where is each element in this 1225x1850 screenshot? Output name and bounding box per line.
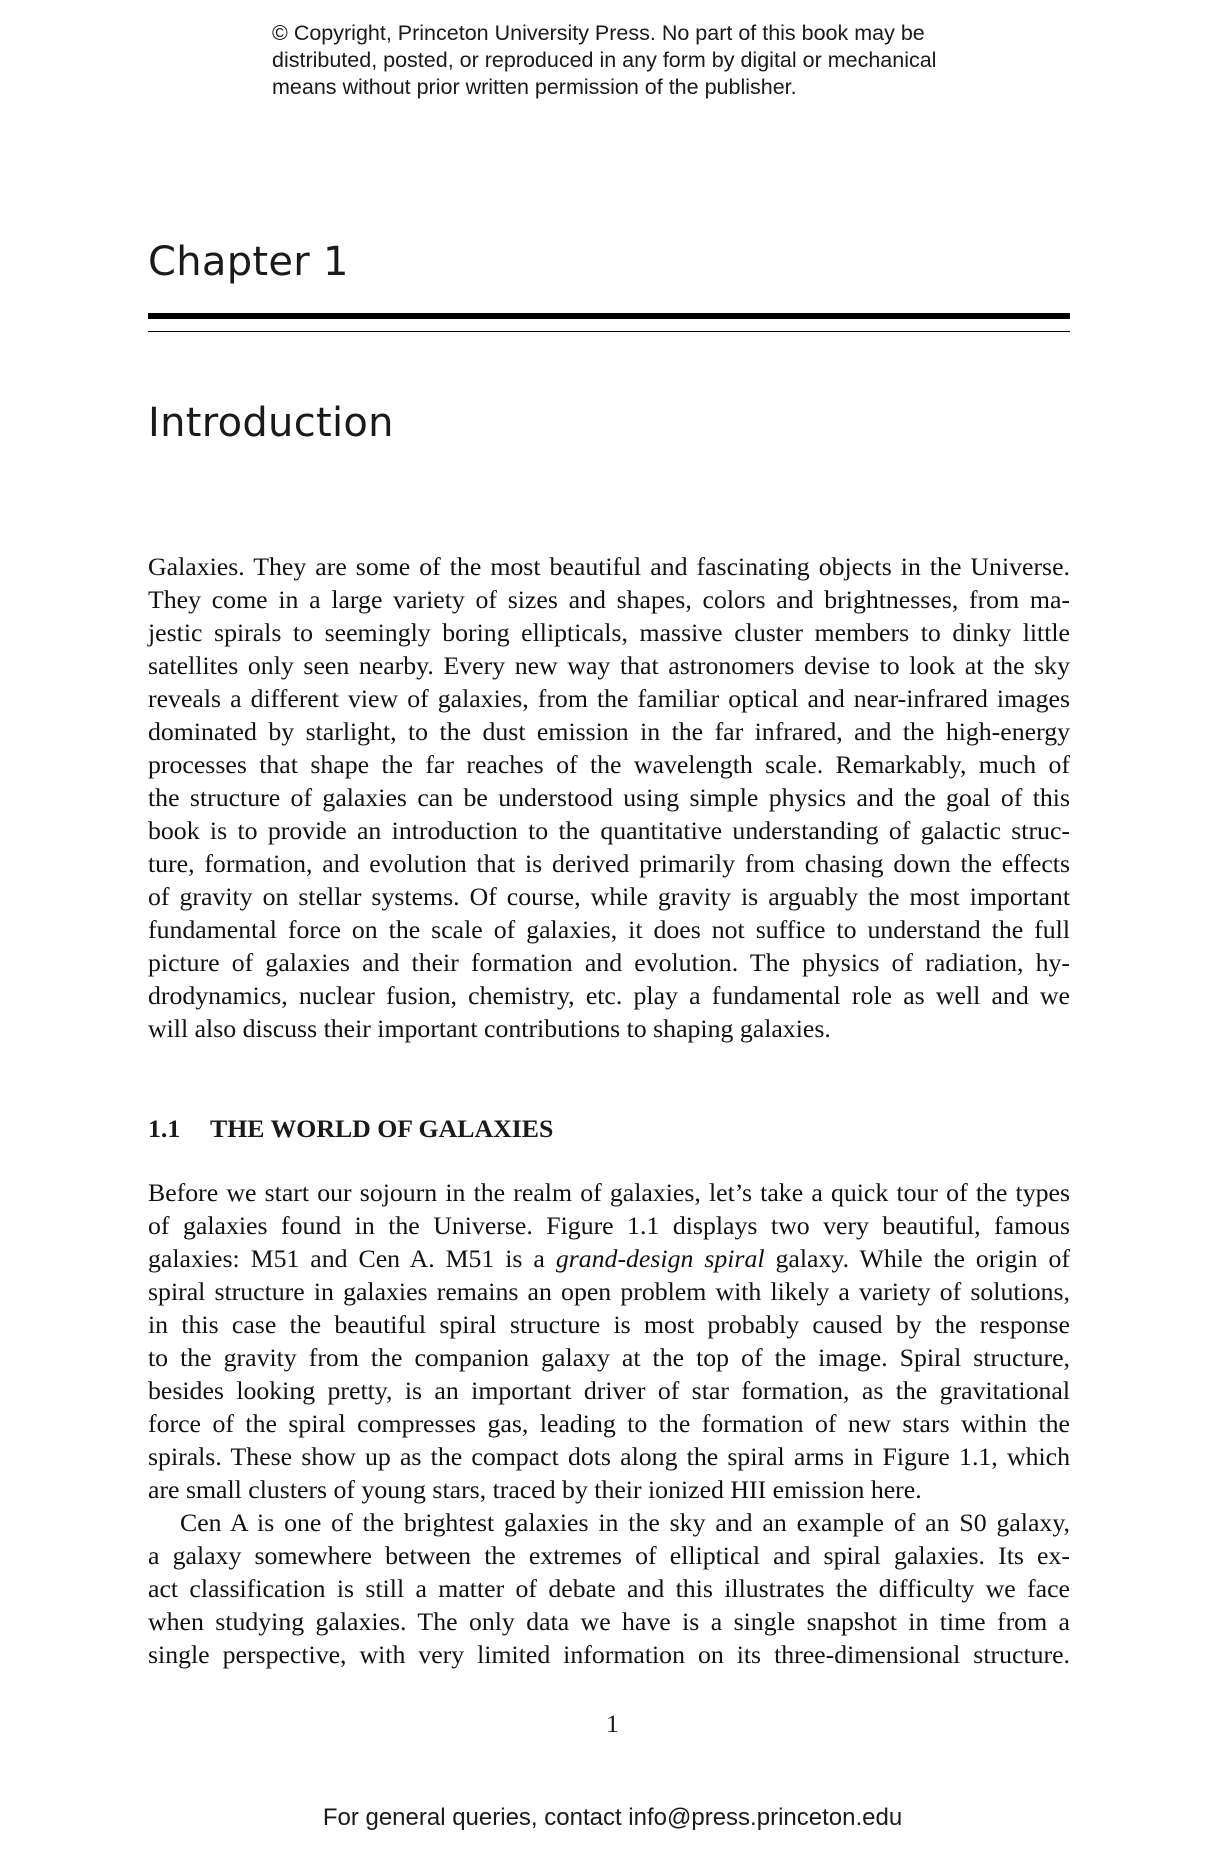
section-title: THE WORLD OF GALAXIES <box>210 1114 554 1143</box>
page-number: 1 <box>606 1709 619 1738</box>
text-line: are small clusters of young stars, traced by their ionized HII emission here. <box>148 1475 922 1504</box>
text-line: Cen A is one of the brightest galaxies in the sky and an example of an S0 galaxy, <box>180 1508 1070 1537</box>
text-line: spirals. These show up as the compact dots along the spiral arms in Figure 1.1, which <box>148 1442 1070 1471</box>
copyright-line: © Copyright, Princeton University Press. No part of this book may be <box>272 21 925 45</box>
chapter-title: Introduction <box>148 400 394 446</box>
chapter-label: Chapter 1 <box>148 239 349 285</box>
text-line: in this case the beautiful spiral structure is most probably caused by the response <box>148 1310 1070 1339</box>
text-line: Before we start our sojourn in the realm of galaxies, let’s take a quick tour of the types <box>148 1178 1070 1207</box>
text-line: besides looking pretty, is an important driver of star formation, as the gravitational <box>148 1376 1070 1405</box>
text-line: ture, formation, and evolution that is derived primarily from chasing down the effects <box>148 849 1070 878</box>
text-line: force of the spiral compresses gas, leading to the formation of new stars within the <box>148 1409 1070 1438</box>
text-line: processes that shape the far reaches of the wavelength scale. Remarkably, much of <box>148 750 1070 779</box>
text-fragment: galaxy. While the origin of <box>764 1244 1070 1273</box>
text-line: fundamental force on the scale of galaxies, it does not suffice to understand the full <box>148 915 1070 944</box>
copyright-notice <box>272 20 992 101</box>
text-line: book is to provide an introduction to the quantitative understanding of galactic struc- <box>148 816 1070 845</box>
text-line: drodynamics, nuclear fusion, chemistry, etc. play a fundamental role as well and we <box>148 981 1070 1010</box>
text-line: to the gravity from the companion galaxy at the top of the image. Spiral structure, <box>148 1343 1070 1372</box>
section-heading <box>148 1112 553 1145</box>
chapter-rule-thick <box>148 313 1070 319</box>
text-line: picture of galaxies and their formation and evolution. The physics of radiation, hy- <box>148 948 1070 977</box>
text-line: a galaxy somewhere between the extremes of elliptical and spiral galaxies. Its ex- <box>148 1541 1070 1570</box>
text-line: They come in a large variety of sizes and shapes, colors and brightnesses, from ma- <box>148 585 1070 614</box>
copyright-line: distributed, posted, or reproduced in any form by digital or mechanical <box>272 48 937 72</box>
text-line: reveals a different view of galaxies, from the familiar optical and near-infrared images <box>148 684 1070 713</box>
text-line: when studying galaxies. The only data we have is a single snapshot in time from a <box>148 1607 1070 1636</box>
footer-contact: For general queries, contact info@press.princeton.edu <box>322 1804 903 1831</box>
body-paragraph <box>148 1176 1070 1506</box>
text-line: of gravity on stellar systems. Of course, while gravity is arguably the most important <box>148 882 1070 911</box>
chapter-rule-thin <box>148 331 1070 332</box>
text-fragment: galaxies: M51 and Cen A. M51 is a <box>148 1244 556 1273</box>
section-number: 1.1 <box>148 1114 181 1143</box>
text-line: Galaxies. They are some of the most beautiful and fascinating objects in the Universe. <box>148 552 1070 581</box>
intro-paragraph <box>148 550 1070 1045</box>
text-line: spiral structure in galaxies remains an open problem with likely a variety of solutions, <box>148 1277 1070 1306</box>
body-paragraph <box>148 1506 1070 1671</box>
emphasized-term: grand-design spiral <box>555 1244 765 1273</box>
text-line: jestic spirals to seemingly boring ellipticals, massive cluster members to dinky little <box>148 618 1070 647</box>
text-line: will also discuss their important contributions to shaping galaxies. <box>148 1014 831 1043</box>
text-line: the structure of galaxies can be understood using simple physics and the goal of this <box>148 783 1070 812</box>
text-line <box>148 1242 1070 1275</box>
text-line: single perspective, with very limited information on its three-dimensional structure. <box>148 1640 1070 1669</box>
text-line: dominated by starlight, to the dust emission in the far infrared, and the high-energy <box>148 717 1070 746</box>
text-line: act classification is still a matter of debate and this illustrates the difficulty we face <box>148 1574 1070 1603</box>
text-line: of galaxies found in the Universe. Figure 1.1 displays two very beautiful, famous <box>148 1211 1070 1240</box>
copyright-line: means without prior written permission of the publisher. <box>272 75 797 99</box>
text-line: satellites only seen nearby. Every new way that astronomers devise to look at the sky <box>148 651 1070 680</box>
